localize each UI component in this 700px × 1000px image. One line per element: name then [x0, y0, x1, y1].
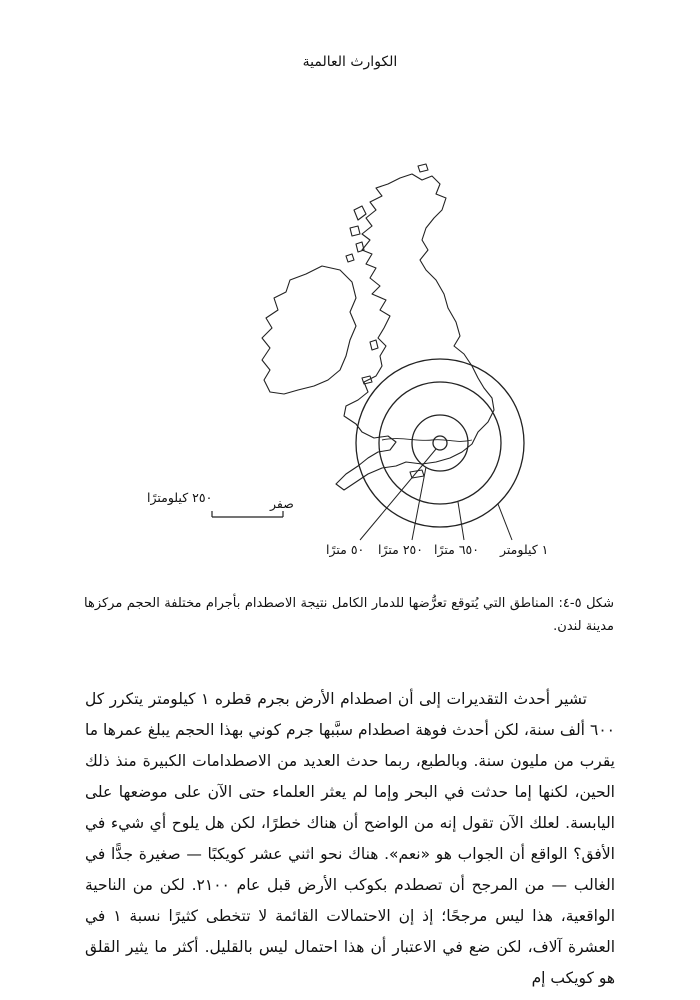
label-250m: ٢٥٠ مترًا	[378, 542, 423, 557]
ireland-outline	[262, 266, 356, 394]
island	[350, 226, 360, 236]
running-head: الكوارث العالمية	[302, 54, 398, 70]
label-50m: ٥٠ مترًا	[326, 542, 365, 557]
leader-line-1km	[498, 504, 512, 540]
figure-caption: شكل ٥-٤: المناطق التي يُتوقع تعرُّضها للدمار الكامل نتيجة الاصطدام بأجرام مختلفة الحجم مركزها مدينة لندن.	[84, 596, 614, 634]
impact-circle-50m	[433, 436, 447, 450]
impact-circle-650m	[379, 382, 501, 504]
island	[346, 254, 354, 262]
paragraph: تشير أحدث التقديرات إلى أن اصطدام الأرض بجرم قطره ١ كيلومتر يتكرر كل ٦٠٠ ألف سنة، لكن أحدث فوهة اصطدام سبَّبها جرم كوني بهذا الحجم يبلغ عمرها ما يقرب من مليون سنة. وبالطبع، ربما حدث العديد من الاصطدامات الكبيرة منذ ذلك الحين، لكنها إما حدثت في البحر وإما لم يعثر العلماء حتى الآن على موضعها على اليابسة. لعلك الآن تقول إنه من الواضح أن هناك خطرًا، لكن هل يلوح أي شيء في الأفق؟ الواقع أن الجواب هو «نعم». هناك نحو اثني عشر كويكبًا — صغيرة جدًّا في الغالب — من المرجح أن تصطدم بكوكب الأرض قبل عام ٢١٠٠. لكن من الناحية الواقعية، هذا ليس مرجحًا؛ إذ إن الاحتمالات القائمة لا تتخطى كثيرًا نسبة ١ في العشرة آلاف، لكن ضع في الاعتبار أن هذا احتمال ليس بالقليل. أكثر ما يثير القلق هو كويكب إم	[85, 690, 616, 987]
island	[356, 242, 364, 252]
island	[370, 340, 378, 350]
impact-circle-1km	[356, 359, 524, 527]
label-1km: ١ كيلومتر	[500, 542, 549, 557]
scale-zero-label: صفر	[270, 496, 294, 511]
scale-max-label: ٢٥٠ كيلومترًا	[147, 490, 213, 505]
figure	[100, 110, 660, 570]
body-text	[85, 684, 615, 994]
island	[418, 164, 428, 172]
leader-line-50m	[360, 449, 436, 540]
label-650m: ٦٥٠ مترًا	[434, 542, 479, 557]
leader-line-650m	[458, 502, 464, 540]
impact-circle-250m	[412, 415, 468, 471]
island	[354, 206, 366, 220]
great-britain-outline	[336, 174, 494, 490]
